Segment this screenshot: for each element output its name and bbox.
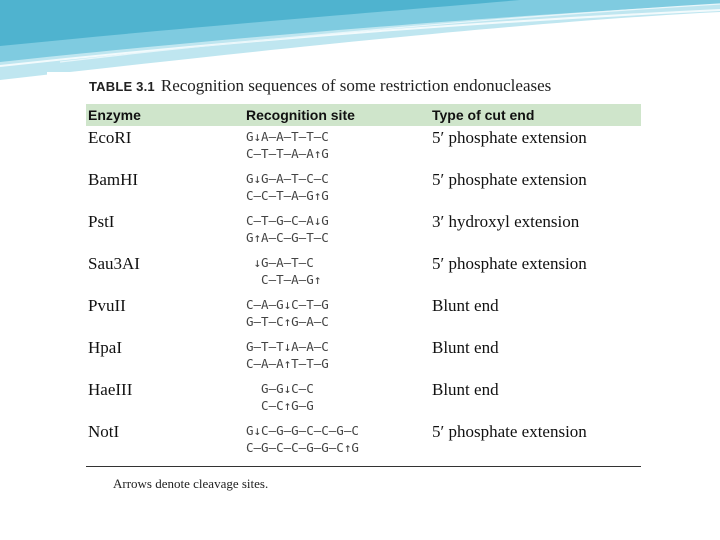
- table-label: TABLE 3.1: [89, 79, 155, 94]
- site-bottom-strand: C—C—T—A—G↑G: [246, 188, 329, 203]
- enzyme-name: PvuII: [88, 296, 126, 315]
- recognition-site: [246, 128, 329, 162]
- site-top-strand: C—T—G—C—A↓G: [246, 213, 329, 228]
- cut-end-type: 3′ hydroxyl extension: [432, 212, 580, 231]
- restriction-enzyme-table: [47, 72, 681, 502]
- table-row: [86, 422, 641, 462]
- enzyme-name: PstI: [88, 212, 115, 231]
- table-row: [86, 170, 641, 210]
- table-header-row: [86, 104, 641, 126]
- enzyme-name: BamHI: [88, 170, 139, 189]
- recognition-site: [246, 380, 314, 414]
- site-top-strand: ↓G—A—T—C: [246, 255, 314, 270]
- table-row: [86, 254, 641, 294]
- recognition-site: [246, 254, 321, 288]
- site-top-strand: G—G↓C—C: [246, 381, 314, 396]
- table-title: Recognition sequences of some restriction endonucleases: [160, 76, 552, 95]
- cut-end-type: Blunt end: [432, 338, 499, 357]
- site-bottom-strand: G—T—C↑G—A—C: [246, 314, 329, 329]
- cut-end-type: 5′ phosphate extension: [432, 422, 587, 441]
- site-top-strand: C—A—G↓C—T—G: [246, 297, 329, 312]
- header-type-of-cut-end: Type of cut end: [432, 107, 535, 123]
- site-top-strand: G↓A—A—T—T—C: [246, 129, 329, 144]
- recognition-site: [246, 338, 329, 372]
- site-bottom-strand: C—A—A↑T—T—G: [246, 356, 329, 371]
- cut-end-type: 5′ phosphate extension: [432, 170, 587, 189]
- table-row: [86, 296, 641, 336]
- site-bottom-strand: C—G—C—C—G—G—C↑G: [246, 440, 359, 455]
- header-recognition-site: Recognition site: [246, 107, 355, 123]
- table-row: [86, 338, 641, 378]
- cut-end-type: 5′ phosphate extension: [432, 128, 587, 147]
- recognition-site: [246, 296, 329, 330]
- site-bottom-strand: C—T—A—G↑: [246, 272, 322, 287]
- enzyme-name: Sau3AI: [88, 254, 140, 273]
- header-enzyme: Enzyme: [88, 107, 141, 123]
- site-top-strand: G↓G—A—T—C—C: [246, 171, 329, 186]
- table-bottom-rule: [86, 466, 641, 467]
- cut-end-type: Blunt end: [432, 380, 499, 399]
- enzyme-name: HaeIII: [88, 380, 133, 399]
- site-top-strand: G↓C—G—G—C—C—G—C: [246, 423, 359, 438]
- recognition-site: [246, 212, 329, 246]
- site-bottom-strand: C—T—T—A—A↑G: [246, 146, 329, 161]
- table-footnote: Arrows denote cleavage sites.: [113, 476, 269, 491]
- recognition-site: [246, 422, 359, 456]
- enzyme-name: HpaI: [88, 338, 122, 357]
- recognition-site: [246, 170, 329, 204]
- site-top-strand: G—T—T↓A—A—C: [246, 339, 329, 354]
- cut-end-type: Blunt end: [432, 296, 499, 315]
- table-caption: [89, 76, 551, 96]
- site-bottom-strand: G↑A—C—G—T—C: [246, 230, 329, 245]
- table-row: [86, 128, 641, 168]
- site-bottom-strand: C—C↑G—G: [246, 398, 314, 413]
- cut-end-type: 5′ phosphate extension: [432, 254, 587, 273]
- table-row: [86, 212, 641, 252]
- enzyme-name: NotI: [88, 422, 120, 441]
- enzyme-name: EcoRI: [88, 128, 132, 147]
- table-row: [86, 380, 641, 420]
